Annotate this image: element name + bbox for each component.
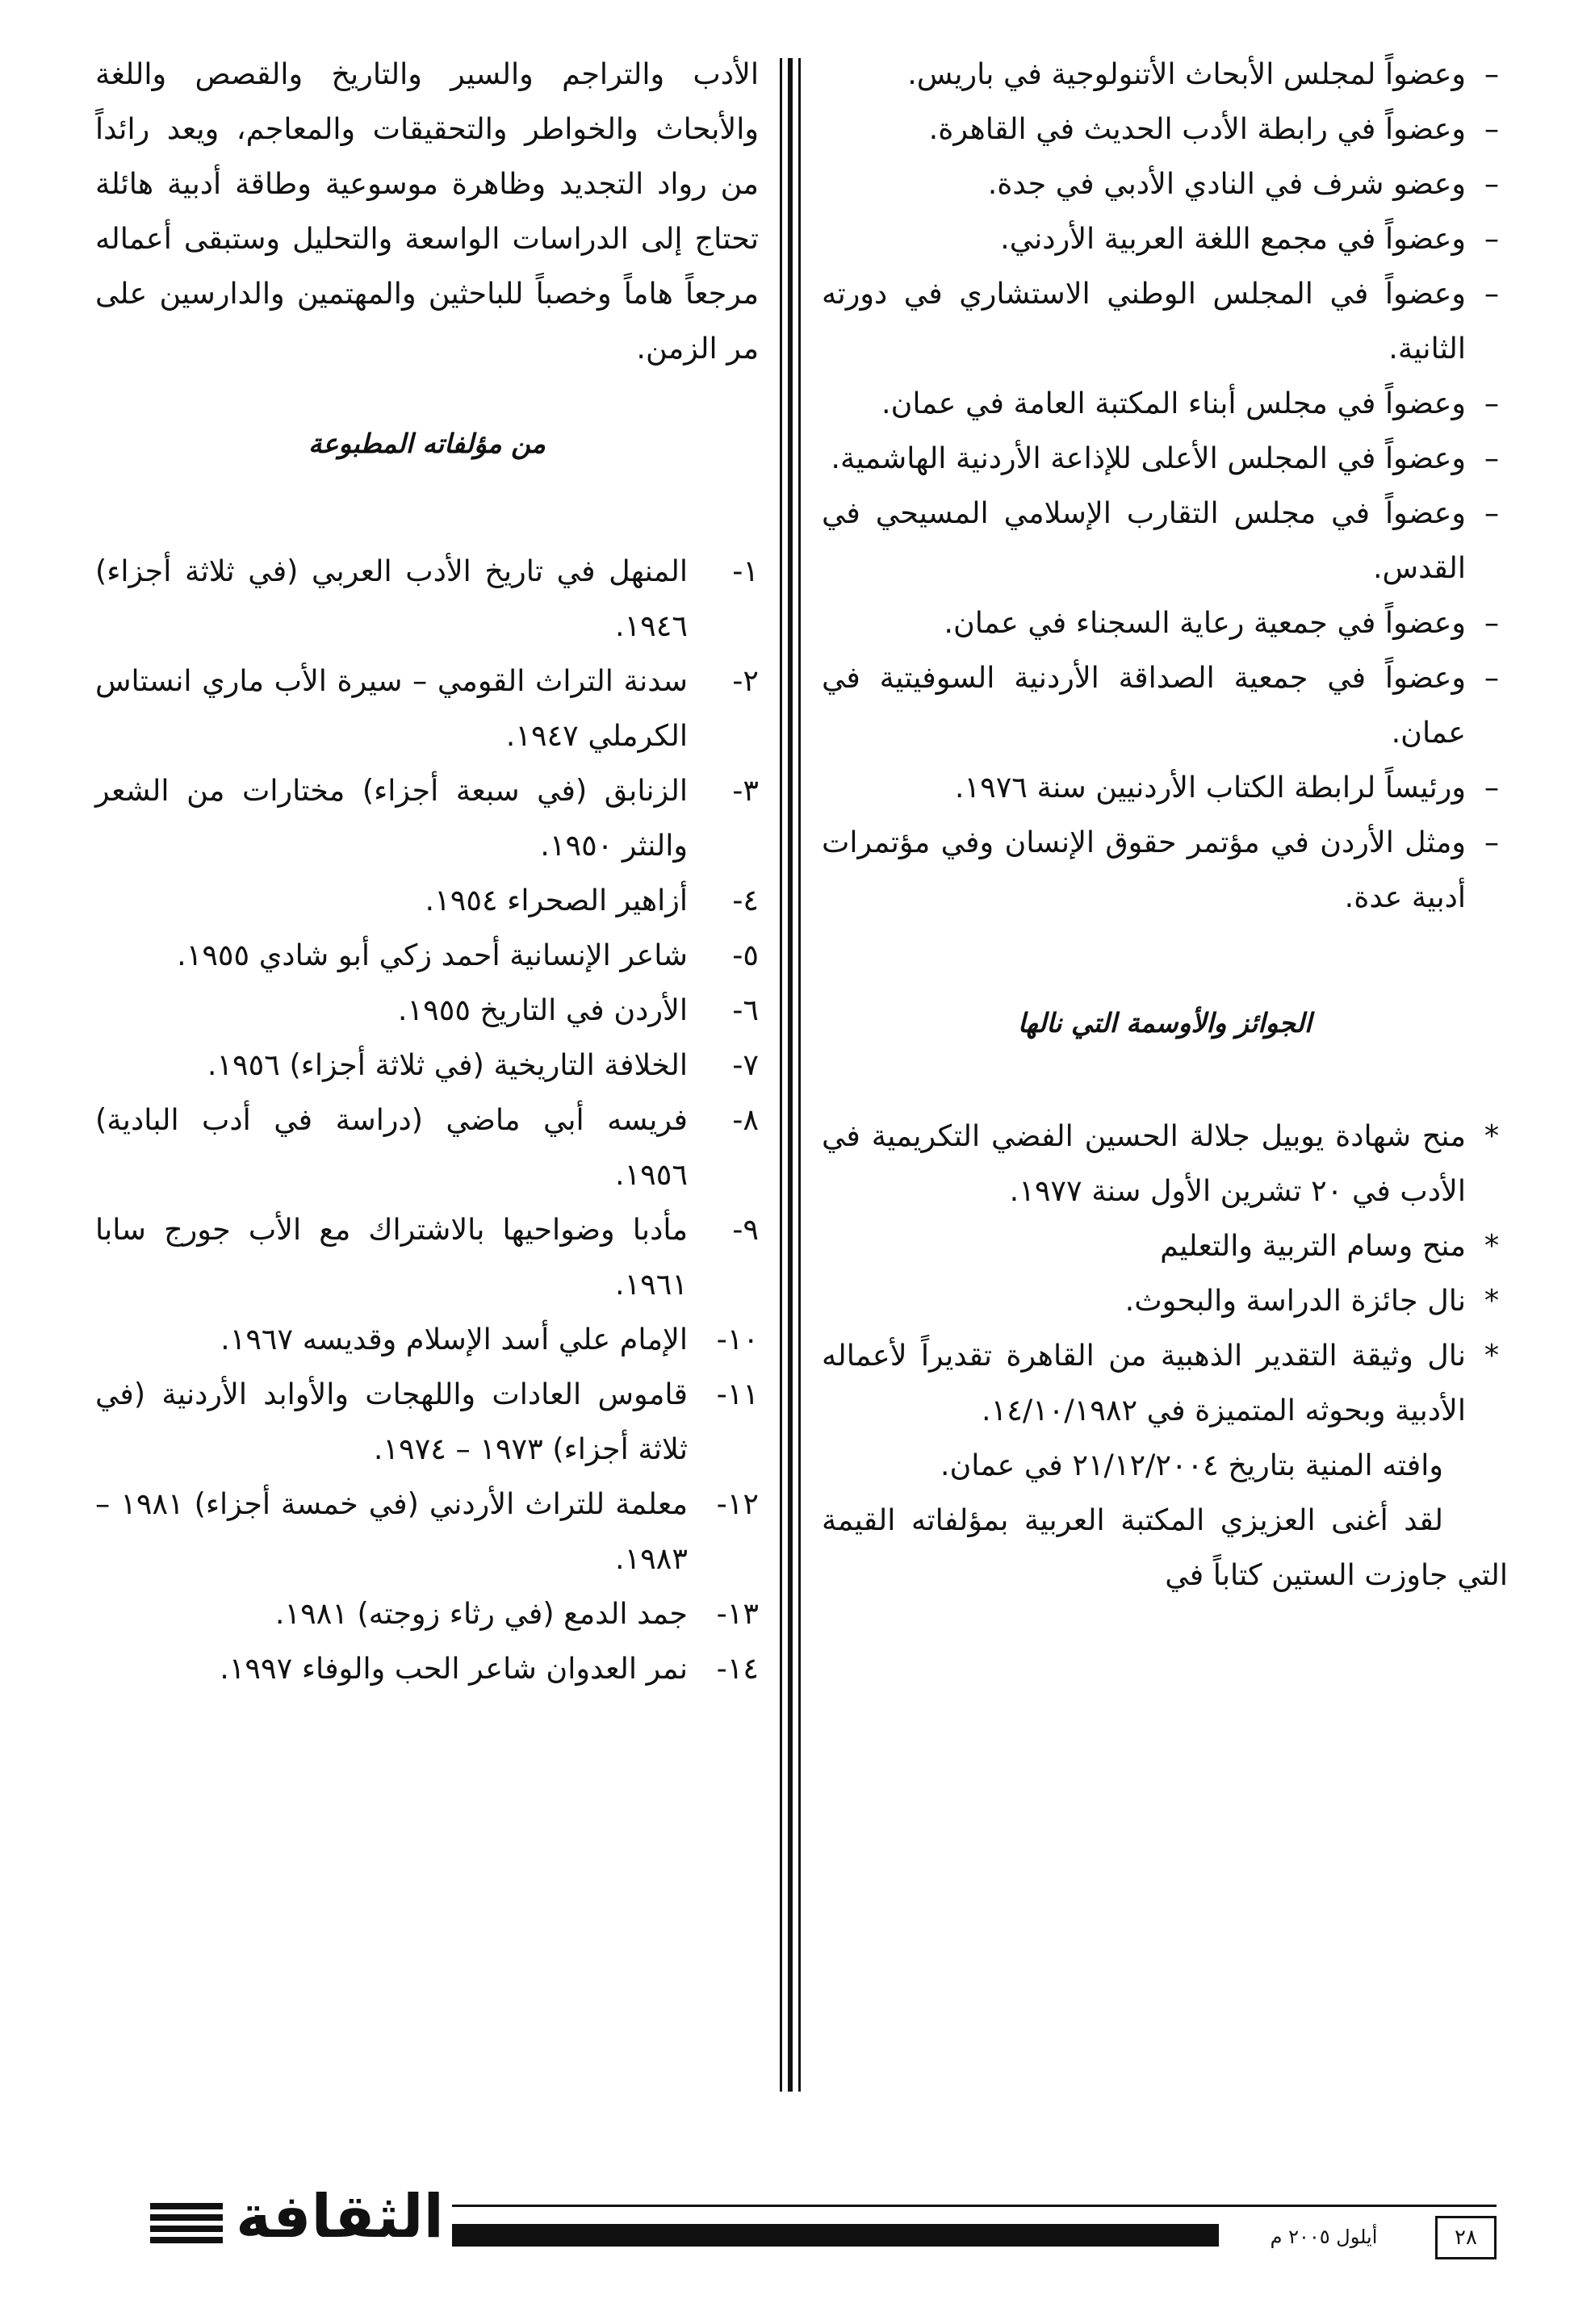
work-title: سدنة التراث القومي – سيرة الأب ماري انستاس الكرملي ١٩٤٧. — [95, 663, 688, 753]
memberships-list — [822, 47, 1508, 925]
work-item — [95, 983, 759, 1038]
work-number: ٥- — [732, 938, 759, 972]
dash-bullet-icon: – — [1484, 441, 1500, 475]
asterisk-bullet-icon: * — [1484, 1118, 1500, 1153]
work-title: فريسه أبي ماضي (دراسة في أدب البادية) ١٩٥٦. — [95, 1102, 688, 1192]
work-number: ١٣- — [716, 1596, 759, 1631]
dash-bullet-icon: – — [1484, 276, 1500, 311]
work-title: جمد الدمع (في رثاء زوجته) ١٩٨١. — [274, 1596, 688, 1631]
award-item — [822, 1273, 1508, 1328]
work-number: ٢- — [732, 663, 759, 698]
dash-bullet-icon: – — [1484, 56, 1500, 91]
left-column — [95, 47, 759, 1696]
work-title: معلمة للتراث الأردني (في خمسة أجزاء) ١٩٨١ – ١٩٨٣. — [95, 1486, 688, 1576]
work-number: ١١- — [716, 1377, 759, 1411]
intro-paragraph: الأدب والتراجم والسير والتاريخ والقصص واللغة والأبحاث والخواطر والتحقيقات والمعاجم، ويعد رائداً من رواد التجديد وظاهرة موسوعية وطاقة أدبية هائلة تحتاج إلى الدراسات الواسعة والتحليل وستبقى أعماله مرجعاً هاماً وخصباً للباحثين والمهتمين والدارسين على مر الزمن. — [95, 56, 759, 366]
membership-item — [822, 157, 1508, 211]
membership-item — [822, 376, 1508, 431]
page-number: ٢٨ — [1435, 2216, 1497, 2259]
membership-item-text: وعضواً في جمعية رعاية السجناء في عمان. — [944, 605, 1466, 640]
dash-bullet-icon: – — [1484, 605, 1500, 640]
dash-bullet-icon: – — [1484, 825, 1500, 859]
membership-item — [822, 760, 1508, 815]
work-title: الإمام علي أسد الإسلام وقديسه ١٩٦٧. — [220, 1322, 688, 1356]
membership-item-text: وعضواً في مجلس التقارب الإسلامي المسيحي في القدس. — [822, 495, 1466, 585]
award-item-text: نال جائزة الدراسة والبحوث. — [1124, 1283, 1466, 1318]
death-paragraph: وافته المنية بتاريخ ٢١/١٢/٢٠٠٤ في عمان. — [940, 1448, 1443, 1482]
dash-bullet-icon: – — [1484, 495, 1500, 530]
issue-date: أيلول ٢٠٠٥ م — [1270, 2226, 1378, 2248]
membership-item-text: وعضواً لمجلس الأبحاث الأتنولوجية في باريس. — [907, 56, 1466, 91]
asterisk-bullet-icon: * — [1484, 1283, 1500, 1318]
work-number: ٩- — [732, 1212, 759, 1247]
column-divider-line — [780, 58, 782, 2092]
work-number: ١٤- — [716, 1651, 759, 1686]
work-title: أزاهير الصحراء ١٩٥٤. — [425, 883, 688, 917]
work-number: ٦- — [732, 993, 759, 1027]
membership-item-text: وعضواً في المجلس الوطني الاستشاري في دورته الثانية. — [822, 276, 1466, 366]
work-number: ٣- — [732, 773, 759, 808]
magazine-logo: الثقافة — [236, 2182, 444, 2251]
work-item — [95, 654, 759, 763]
footer-bar — [452, 2224, 1219, 2247]
dash-bullet-icon: – — [1484, 770, 1500, 805]
column-divider-line — [798, 58, 801, 2092]
work-item — [95, 1038, 759, 1093]
footer-rule — [452, 2205, 1497, 2207]
membership-item — [822, 266, 1508, 376]
work-item — [95, 1477, 759, 1586]
asterisk-bullet-icon: * — [1484, 1228, 1500, 1263]
logo-stripes-icon — [150, 2203, 223, 2255]
award-item — [822, 1109, 1508, 1218]
membership-item — [822, 596, 1508, 650]
membership-item-text: وعضواً في مجلس أبناء المكتبة العامة في عمان. — [881, 386, 1466, 420]
work-item — [95, 1641, 759, 1696]
work-number: ١٠- — [716, 1322, 759, 1356]
work-item — [95, 873, 759, 928]
dash-bullet-icon: – — [1484, 166, 1500, 201]
membership-item-text: وعضواً في رابطة الأدب الحديث في القاهرة. — [928, 111, 1466, 146]
dash-bullet-icon: – — [1484, 111, 1500, 146]
work-number: ٧- — [732, 1047, 759, 1082]
membership-item — [822, 431, 1508, 486]
work-title: شاعر الإنسانية أحمد زكي أبو شادي ١٩٥٥. — [177, 938, 688, 972]
work-item — [95, 1367, 759, 1477]
membership-item-text: ومثل الأردن في مؤتمر حقوق الإنسان وفي مؤتمرات أدبية عدة. — [822, 825, 1466, 914]
work-title: الزنابق (في سبعة أجزاء) مختارات من الشعر والنثر ١٩٥٠. — [95, 773, 688, 863]
membership-item-text: ورئيساً لرابطة الكتاب الأردنيين سنة ١٩٧٦. — [954, 770, 1466, 805]
awards-heading: الجوائز والأوسمة التي نالها — [1017, 1007, 1312, 1039]
awards-list — [822, 1109, 1508, 1438]
membership-item — [822, 650, 1508, 760]
work-number: ١- — [732, 554, 759, 588]
work-title: الأردن في التاريخ ١٩٥٥. — [397, 993, 688, 1027]
closing-paragraph: لقد أغنى العزيزي المكتبة العربية بمؤلفاته القيمة التي جاوزت الستين كتاباً في — [822, 1503, 1508, 1592]
asterisk-bullet-icon: * — [1484, 1338, 1500, 1373]
award-item — [822, 1218, 1508, 1273]
award-item-text: منح شهادة يوبيل جلالة الحسين الفضي التكريمية في الأدب في ٢٠ تشرين الأول سنة ١٩٧٧. — [822, 1118, 1466, 1208]
award-item-text: منح وسام التربية والتعليم — [1160, 1228, 1466, 1263]
page-footer — [0, 2171, 1595, 2268]
work-item — [95, 928, 759, 983]
work-number: ٨- — [732, 1102, 759, 1137]
work-item — [95, 763, 759, 873]
membership-item — [822, 211, 1508, 266]
works-heading: من مؤلفاته المطبوعة — [308, 428, 546, 459]
column-divider-line — [788, 58, 793, 2092]
membership-item — [822, 102, 1508, 157]
membership-item-text: وعضو شرف في النادي الأدبي في جدة. — [987, 166, 1466, 201]
work-title: الخلافة التاريخية (في ثلاثة أجزاء) ١٩٥٦. — [207, 1047, 688, 1082]
work-item — [95, 1312, 759, 1367]
award-item-text: نال وثيقة التقدير الذهبية من القاهرة تقديراً لأعماله الأدبية وبحوثه المتميزة في ١٤/١٠/١٩٨٢. — [822, 1338, 1466, 1427]
work-title: نمر العدوان شاعر الحب والوفاء ١٩٩٧. — [220, 1651, 688, 1686]
membership-item-text: وعضواً في مجمع اللغة العربية الأردني. — [1000, 221, 1466, 256]
work-title: مأدبا وضواحيها بالاشتراك مع الأب جورج سابا ١٩٦١. — [95, 1212, 688, 1302]
membership-item-text: وعضواً في المجلس الأعلى للإذاعة الأردنية الهاشمية. — [831, 441, 1466, 475]
work-item — [95, 1202, 759, 1312]
work-number: ٤- — [732, 883, 759, 917]
dash-bullet-icon: – — [1484, 221, 1500, 256]
dash-bullet-icon: – — [1484, 660, 1500, 695]
work-item — [95, 1093, 759, 1202]
work-title: قاموس العادات واللهجات والأوابد الأردنية (في ثلاثة أجزاء) ١٩٧٣ – ١٩٧٤. — [95, 1377, 688, 1466]
membership-item-text: وعضواً في جمعية الصداقة الأردنية السوفيتية في عمان. — [822, 660, 1466, 750]
work-item — [95, 544, 759, 654]
right-column — [822, 47, 1508, 1603]
dash-bullet-icon: – — [1484, 386, 1500, 420]
membership-item — [822, 47, 1508, 102]
membership-item — [822, 486, 1508, 596]
membership-item — [822, 815, 1508, 925]
work-title: المنهل في تاريخ الأدب العربي (في ثلاثة أجزاء) ١٩٤٦. — [95, 554, 688, 643]
work-item — [95, 1586, 759, 1641]
work-number: ١٢- — [716, 1486, 759, 1521]
works-list — [95, 544, 759, 1696]
award-item — [822, 1328, 1508, 1438]
